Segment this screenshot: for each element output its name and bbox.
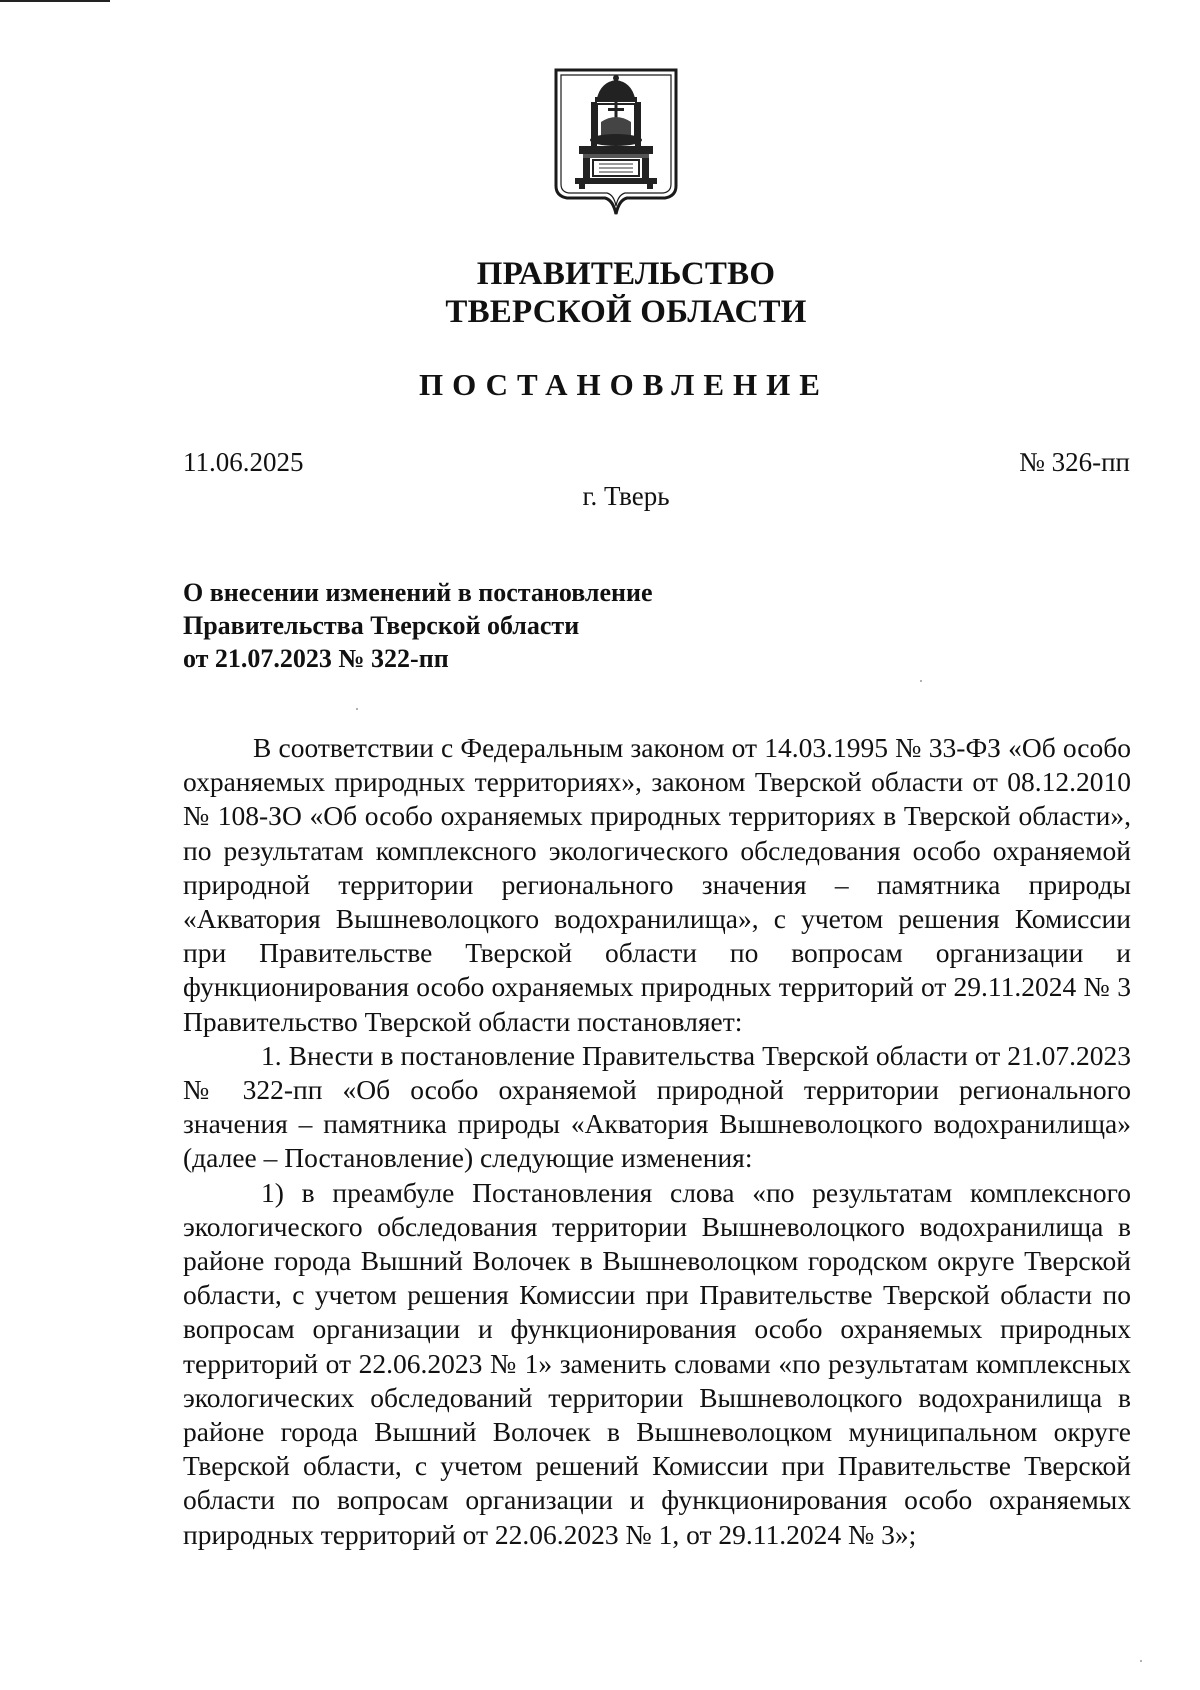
coat-of-arms-tver-icon <box>553 68 679 220</box>
item-1-1-paragraph: 1) в преамбуле Постановления слова «по результатам комплексного экологического обследования территории Вышневолоцкого водохранилища в районе города Вышний Волочек в Вышневолоцком городском округе Тверской области, с учетом решения Комиссии при Правительстве Тверской области по вопросам организации и функционирования особо охраняемых природных территорий от 22.06.2023 № 1» заменить словами «по результатам комплексных экологических обследований территории Вышневолоцкого водохранилища в районе города Вышний Волочек в Вышневолоцком муниципальном округе Тверской области, с учетом решений Комиссии при Правительстве Тверской области по вопросам организации и функционирования особо охраняемых природных территорий от 22.06.2023 № 1, от 29.11.2024 № 3»; <box>183 1176 1131 1550</box>
organization-line-1: ПРАВИТЕЛЬСТВО <box>476 256 776 292</box>
scan-edge-mark <box>0 0 110 2</box>
document-city: г. Тверь <box>582 481 670 511</box>
title-line-3: от 21.07.2023 № 322-пп <box>183 644 449 673</box>
document-title <box>183 576 653 675</box>
title-line-2: Правительства Тверской области <box>183 611 580 640</box>
document-type: ПОСТАНОВЛЕНИЕ <box>419 367 829 402</box>
title-line-1: О внесении изменений в постановление <box>183 578 653 607</box>
scan-speck <box>356 708 358 710</box>
scan-speck <box>1140 1660 1142 1662</box>
preamble-paragraph: В соответствии с Федеральным законом от 14.03.1995 № 33-ФЗ «Об особо охраняемых природных территориях», законом Тверской области от 08.12.2010 № 108-ЗО «Об особо охраняемых природных территориях в Тверской области», по результатам комплексного экологического обследования особо охраняемой природной территории регионального значения – памятника природы «Акватория Вышневолоцкого водохранилища», с учетом решения Комиссии при Правительстве Тверской области по вопросам организации и функционирования особо охраняемых природных территорий от 29.11.2024 № 3 Правительство Тверской области постановляет: <box>183 732 1131 1037</box>
document-number: № 326-пп <box>1019 447 1130 477</box>
scan-speck <box>920 680 922 682</box>
organization-line-2: ТВЕРСКОЙ ОБЛАСТИ <box>445 294 807 330</box>
document-date: 11.06.2025 <box>183 447 304 477</box>
item-1-paragraph: 1. Внести в постановление Правительства Тверской области от 21.07.2023 № 322-пп «Об особо охраняемой природной территории регионального значения – памятника природы «Акватория Вышневолоцкого водохранилища» (далее – Постановление) следующие изменения: <box>183 1039 1131 1174</box>
document-body <box>183 731 1131 1552</box>
